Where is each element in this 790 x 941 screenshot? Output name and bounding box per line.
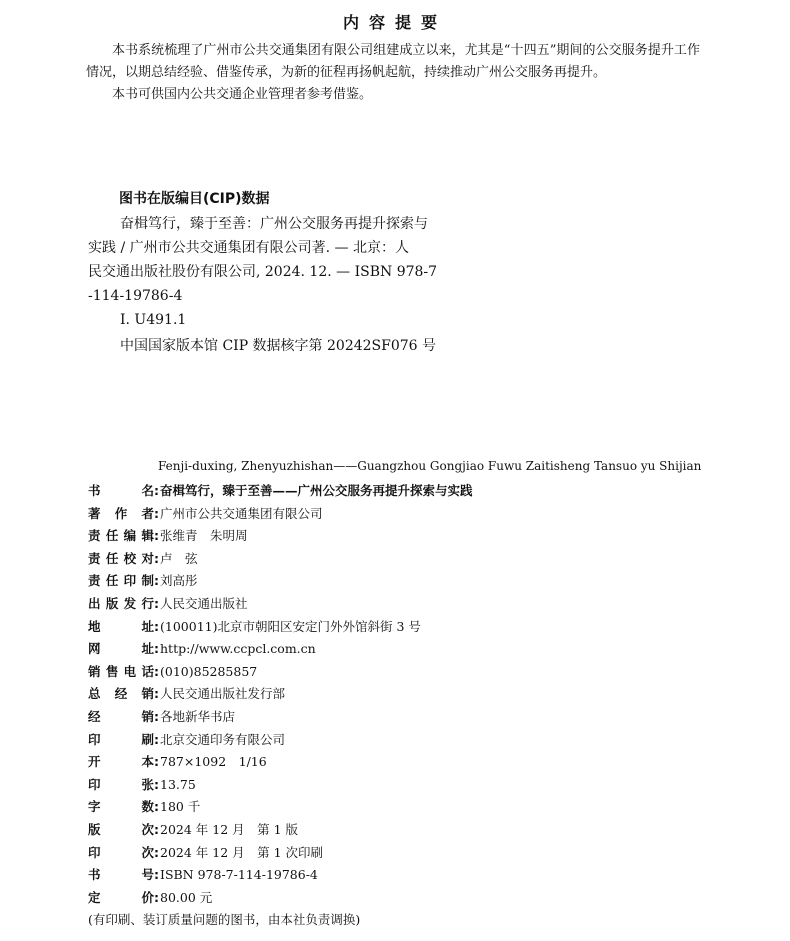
imprint-label-char: 话 xyxy=(141,663,154,679)
imprint-label-char: 销 xyxy=(141,686,154,702)
imprint-label-char: 者 xyxy=(141,505,154,521)
cip-classification: Ⅰ. U491.1 xyxy=(120,312,187,328)
imprint-label-char: 经 xyxy=(88,708,101,724)
imprint-row xyxy=(88,548,708,571)
imprint-label-char: 售 xyxy=(105,663,119,679)
imprint-colon: : xyxy=(154,595,159,611)
imprint-colon: : xyxy=(154,483,159,498)
imprint-label-char: 网 xyxy=(88,641,101,657)
imprint-label-char: 任 xyxy=(105,550,119,566)
imprint-label-char: 编 xyxy=(123,528,137,544)
imprint-row xyxy=(88,570,708,593)
imprint-label-char: 对 xyxy=(141,550,154,566)
summary-body xyxy=(86,40,700,106)
imprint-colon: : xyxy=(154,844,159,860)
imprint-label-char: 刷 xyxy=(141,731,154,747)
imprint-value: 广州市公共交通集团有限公司 xyxy=(160,505,323,521)
imprint-label xyxy=(88,638,154,661)
imprint-label-char: 址 xyxy=(141,641,154,657)
imprint-label-char: 发 xyxy=(123,595,137,611)
imprint-value: 奋楫笃行，臻于至善——广州公交服务再提升探索与实践 xyxy=(160,483,473,498)
imprint-colon: : xyxy=(154,686,159,702)
imprint-row xyxy=(88,661,708,684)
imprint-label-char: 校 xyxy=(123,550,137,566)
imprint-row xyxy=(88,683,708,706)
imprint-row xyxy=(88,593,708,616)
imprint-colon: : xyxy=(154,754,159,770)
imprint-label xyxy=(88,774,154,797)
imprint-colon: : xyxy=(154,663,159,679)
imprint-label xyxy=(88,593,154,616)
imprint-row xyxy=(88,819,708,842)
imprint-label xyxy=(88,616,154,639)
summary-paragraph: 本书系统梳理了广州市公共交通集团有限公司组建成立以来，尤其是“十四五”期间的公交服务提升工作情况，以期总结经验、借鉴传承，为新的征程再扬帆起航，持续推动广州公交服务再提升。 xyxy=(86,43,700,80)
imprint-label-char: 开 xyxy=(88,754,101,770)
imprint-label-char: 责 xyxy=(88,550,101,566)
summary-paragraph: 本书可供国内公共交通企业管理者参考借鉴。 xyxy=(112,87,373,102)
imprint-label xyxy=(88,570,154,593)
imprint-row xyxy=(88,887,708,910)
imprint-label-char: 任 xyxy=(105,528,119,544)
imprint-label xyxy=(88,729,154,752)
imprint-row xyxy=(88,480,708,503)
imprint-row xyxy=(88,503,708,526)
imprint-label-char: 次 xyxy=(141,821,154,837)
imprint-value: (010)85285857 xyxy=(160,663,258,679)
imprint-label-char: 著 xyxy=(88,505,101,521)
imprint-label xyxy=(88,706,154,729)
cip-line: 奋楫笃行，臻于至善：广州公交服务再提升探索与 xyxy=(120,216,428,232)
imprint-label-char: 定 xyxy=(88,889,101,905)
imprint-row xyxy=(88,729,708,752)
imprint-label-char: 次 xyxy=(141,844,154,860)
cip-record xyxy=(88,212,468,358)
imprint-label-char: 印 xyxy=(88,731,101,747)
imprint-value: 2024 年 12 月 第 1 版 xyxy=(160,821,299,837)
imprint-colon: : xyxy=(154,708,159,724)
imprint-label xyxy=(88,661,154,684)
imprint-label-char: 任 xyxy=(105,573,119,589)
imprint-label-char: 印 xyxy=(88,844,101,860)
imprint-label xyxy=(88,887,154,910)
cip-heading: 图书在版编目(CIP)数据 xyxy=(119,191,270,207)
imprint-value: 刘高彤 xyxy=(160,573,198,589)
summary-title: 内容提要 xyxy=(342,13,447,32)
cip-line: 民交通出版社股份有限公司, 2024. 12. — ISBN 978-7 xyxy=(88,264,438,280)
imprint-label-char: 书 xyxy=(88,483,101,498)
imprint-value: 人民交通出版社发行部 xyxy=(160,686,286,702)
imprint-value: 北京交通印务有限公司 xyxy=(160,731,286,747)
pinyin-title: Fenji-duxing, Zhenyuzhishan——Guangzhou Gongjiao Fuwu Zaitisheng Tansuo yu Shijian xyxy=(158,459,702,473)
imprint-label-char: 版 xyxy=(88,821,101,837)
imprint-colon: : xyxy=(154,573,159,589)
imprint-label xyxy=(88,480,154,503)
imprint-colon: : xyxy=(154,799,159,815)
imprint-value: 787×1092 1/16 xyxy=(160,754,267,770)
imprint-row xyxy=(88,842,708,865)
imprint-colon: : xyxy=(154,505,159,521)
imprint-value: 张维青 朱明周 xyxy=(160,528,248,544)
imprint-label-char: 销 xyxy=(141,708,154,724)
imprint-label-char: 印 xyxy=(88,776,101,792)
imprint-label xyxy=(88,796,154,819)
imprint-label-char: 址 xyxy=(141,618,154,634)
imprint-label-char: 数 xyxy=(141,799,154,815)
imprint-value: (100011)北京市朝阳区安定门外外馆斜街 3 号 xyxy=(160,618,421,634)
imprint-label-char: 制 xyxy=(141,573,154,589)
imprint-value: 80.00 元 xyxy=(160,889,213,905)
imprint-value: 人民交通出版社 xyxy=(160,595,248,611)
imprint-label xyxy=(88,548,154,571)
imprint-value: ISBN 978-7-114-19786-4 xyxy=(160,867,318,883)
imprint-label-char: 销 xyxy=(88,663,101,679)
imprint-label xyxy=(88,683,154,706)
imprint-label xyxy=(88,842,154,865)
imprint-colon: : xyxy=(154,550,159,566)
imprint-colon: : xyxy=(154,731,159,747)
imprint-label-char: 号 xyxy=(141,867,154,883)
cip-line: -114-19786-4 xyxy=(88,288,183,304)
imprint-value: 180 千 xyxy=(160,799,201,815)
imprint-label xyxy=(88,864,154,887)
imprint-row xyxy=(88,796,708,819)
imprint-colon: : xyxy=(154,618,159,634)
imprint-label xyxy=(88,819,154,842)
imprint-label-char: 经 xyxy=(114,686,128,702)
imprint-value: 各地新华书店 xyxy=(160,708,236,724)
imprint-row xyxy=(88,638,708,661)
cip-verification: 中国国家版本馆 CIP 数据核字第 20242SF076 号 xyxy=(120,338,437,354)
imprint-label xyxy=(88,751,154,774)
imprint-label-char: 责 xyxy=(88,528,101,544)
quality-note: (有印刷、装订质量问题的图书，由本社负责调换) xyxy=(88,912,361,928)
imprint-label-char: 地 xyxy=(88,618,101,634)
imprint-label xyxy=(88,503,154,526)
imprint-label-char: 电 xyxy=(123,663,137,679)
imprint-label-char: 总 xyxy=(88,686,101,702)
imprint-label-char: 本 xyxy=(141,754,154,770)
imprint-label-char: 版 xyxy=(105,595,119,611)
imprint-label-char: 作 xyxy=(114,505,128,521)
imprint-row xyxy=(88,751,708,774)
imprint-row xyxy=(88,706,708,729)
imprint-row xyxy=(88,864,708,887)
imprint-label-char: 出 xyxy=(88,595,101,611)
cip-line: 实践 / 广州市公共交通集团有限公司著. — 北京：人 xyxy=(88,240,409,256)
imprint-colon: : xyxy=(154,776,159,792)
imprint-value: 卢 弦 xyxy=(160,550,198,566)
imprint-value: http://www.ccpcl.com.cn xyxy=(160,641,316,657)
imprint-label-char: 行 xyxy=(141,595,154,611)
imprint-label-char: 字 xyxy=(88,799,101,815)
imprint-label xyxy=(88,525,154,548)
imprint-label-char: 责 xyxy=(88,573,101,589)
imprint-row xyxy=(88,774,708,797)
imprint-colon: : xyxy=(154,528,159,544)
imprint-label-char: 名 xyxy=(141,483,154,498)
imprint-colon: : xyxy=(154,889,159,905)
imprint-label-char: 书 xyxy=(88,867,101,883)
imprint-label-char: 印 xyxy=(123,573,137,589)
imprint-value: 13.75 xyxy=(160,776,196,792)
imprint-row xyxy=(88,525,708,548)
imprint-colon: : xyxy=(154,641,159,657)
imprint-label-char: 辑 xyxy=(141,528,154,544)
imprint-value: 2024 年 12 月 第 1 次印刷 xyxy=(160,844,324,860)
imprint-colon: : xyxy=(154,821,159,837)
imprint-list xyxy=(88,480,708,932)
imprint-label-char: 张 xyxy=(141,776,154,792)
imprint-colon: : xyxy=(154,867,159,883)
imprint-row xyxy=(88,616,708,639)
imprint-label-char: 价 xyxy=(141,889,154,905)
